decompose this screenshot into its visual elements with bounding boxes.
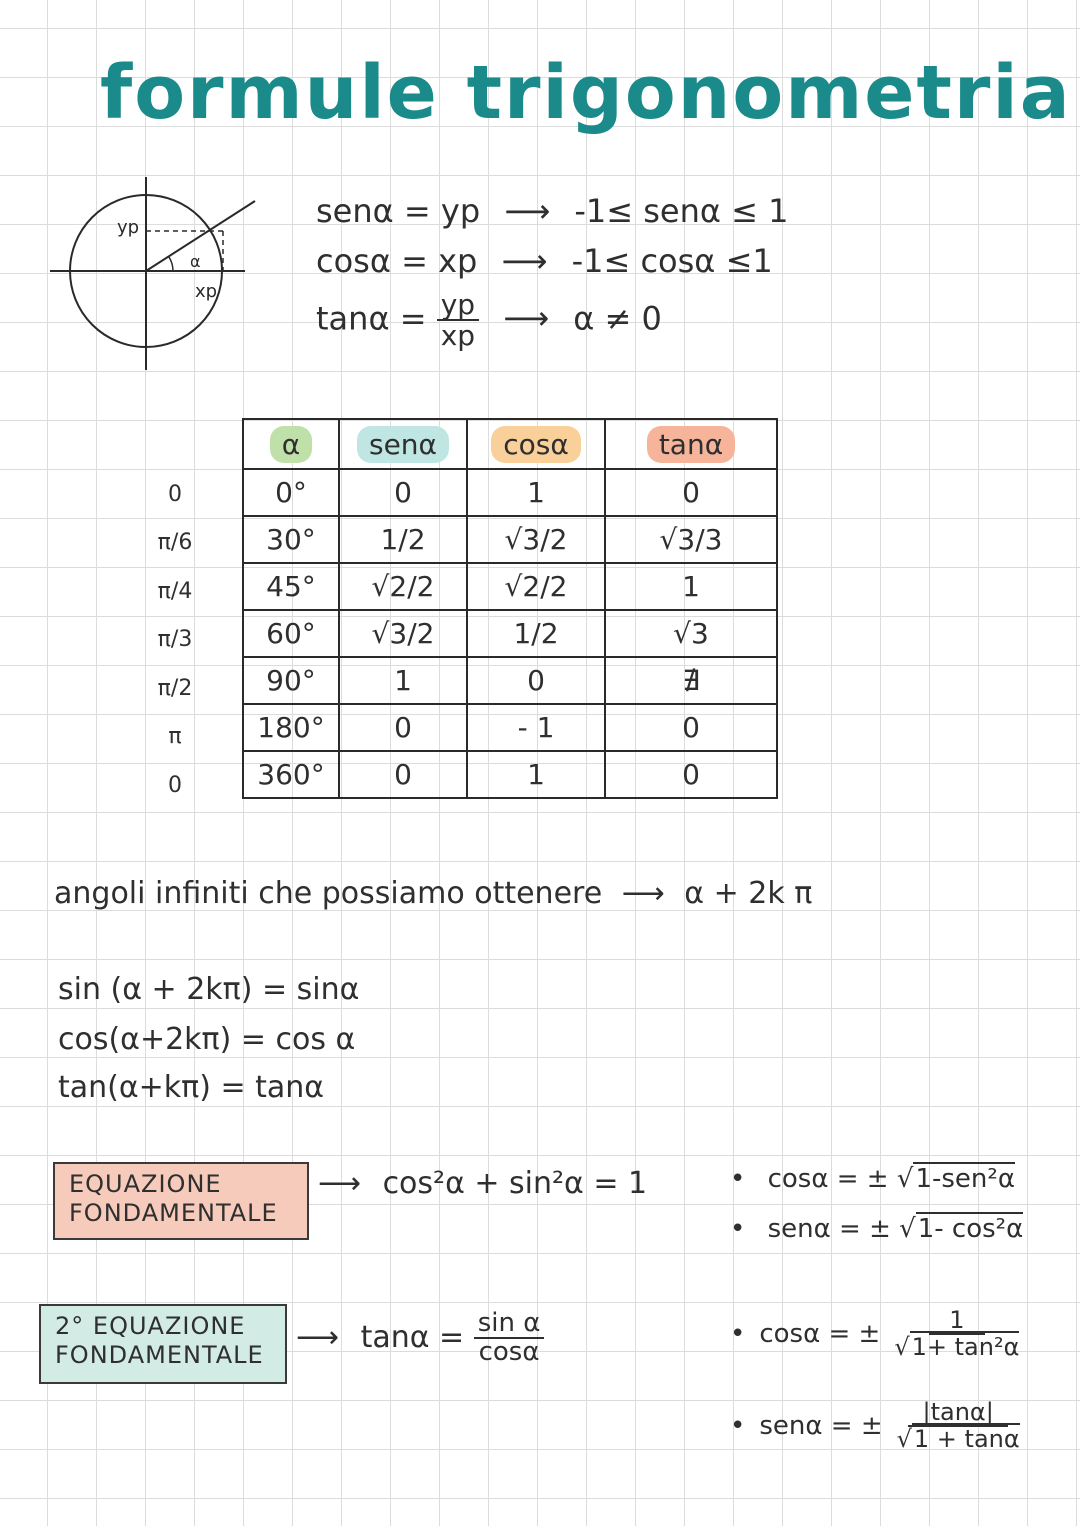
table-cell: 0 — [605, 751, 777, 798]
table-cell: √3/2 — [339, 610, 467, 657]
table-cell: √3/3 — [605, 516, 777, 563]
header-cos: cosα — [467, 419, 605, 469]
table-cell: 1 — [605, 563, 777, 610]
radian-3: π/3 — [157, 627, 193, 653]
table-cell: 0° — [243, 469, 339, 516]
table-row — [243, 469, 777, 516]
table-cell: 60° — [243, 610, 339, 657]
table-cell: 0 — [605, 469, 777, 516]
derived-cos-tan: • cosα = ± $\frac{1}{\text{√1+ tan²α}}$ — [730, 1306, 1020, 1362]
page-title: formule trigonometria — [100, 50, 1072, 136]
table-row — [243, 563, 777, 610]
table-cell: 1 — [467, 751, 605, 798]
infinite-angles-line: angoli infiniti che possiamo ottenere ⟶ α + 2k π — [54, 876, 813, 911]
table-row — [243, 516, 777, 563]
table-row — [243, 657, 777, 704]
second-fundamental-equation-label: 2° EQUAZIONE FONDAMENTALE — [39, 1304, 287, 1384]
def-cos: cosα = xp ⟶ -1≤ cosα ≤1 — [316, 242, 773, 280]
periodicity-cos: cos(α+2kπ) = cos α — [58, 1022, 356, 1057]
table-row — [243, 610, 777, 657]
derived-cos: • cosα = ± √1-sen²α — [730, 1164, 1015, 1194]
def-sen: senα = yp ⟶ -1≤ senα ≤ 1 — [316, 192, 789, 230]
table-cell: √3 — [605, 610, 777, 657]
header-tan: tanα — [605, 419, 777, 469]
table-cell: 0 — [339, 469, 467, 516]
second-fundamental-equation: ⟶ tanα = $\frac{\text{sin α}}{\cos\alpha}$ — [296, 1310, 544, 1367]
radians-column — [158, 470, 192, 810]
xp-label: xp — [195, 281, 218, 302]
table-cell: 45° — [243, 563, 339, 610]
header-alpha: α — [243, 419, 339, 469]
radian-1: π/6 — [157, 530, 193, 556]
table-cell: √3/2 — [467, 516, 605, 563]
periodicity-sin: sin (α + 2kπ) = sinα — [58, 972, 360, 1007]
table-cell: 1/2 — [339, 516, 467, 563]
radian-0: 0 — [168, 481, 182, 507]
table-cell: 1 — [467, 469, 605, 516]
radian-6: 0 — [168, 772, 182, 798]
table-cell: √2/2 — [467, 563, 605, 610]
derived-sen: • senα = ± √1- cos²α — [730, 1214, 1024, 1244]
fundamental-equation-label: EQUAZIONE FONDAMENTALE — [53, 1162, 309, 1240]
table-row — [243, 704, 777, 751]
radian-2: π/4 — [157, 578, 193, 604]
table-cell: - 1 — [467, 704, 605, 751]
table-cell: √2/2 — [339, 563, 467, 610]
unit-circle-diagram — [45, 175, 265, 375]
def-tan: tanα = $\frac{yp}{xp}$ ⟶ α ≠ 0 — [316, 288, 662, 353]
table-cell: 0 — [605, 704, 777, 751]
fundamental-equation: ⟶ cos²α + sin²α = 1 — [318, 1166, 648, 1201]
table-cell: 1/2 — [467, 610, 605, 657]
alpha-label: α — [190, 252, 201, 271]
yp-label: yp — [117, 217, 140, 238]
table-cell: 180° — [243, 704, 339, 751]
table-cell: 1 — [339, 657, 467, 704]
table-row — [243, 751, 777, 798]
header-sen: senα — [339, 419, 467, 469]
table-cell: 30° — [243, 516, 339, 563]
derived-sen-tan: • senα = ± $\frac{|\tan\alpha|}{√1 + \tan\alpha}$ — [730, 1398, 1020, 1454]
table-cell: 0 — [339, 751, 467, 798]
table-cell: 90° — [243, 657, 339, 704]
table-cell: 0 — [467, 657, 605, 704]
periodicity-tan: tan(α+kπ) = tanα — [58, 1070, 325, 1105]
trig-values-table — [242, 418, 778, 799]
table-cell: 360° — [243, 751, 339, 798]
angle-arc — [169, 257, 173, 271]
table-cell: 0 — [339, 704, 467, 751]
radian-5: π — [168, 724, 182, 750]
table-cell: ∄ — [605, 657, 777, 704]
radian-4: π/2 — [157, 675, 193, 701]
